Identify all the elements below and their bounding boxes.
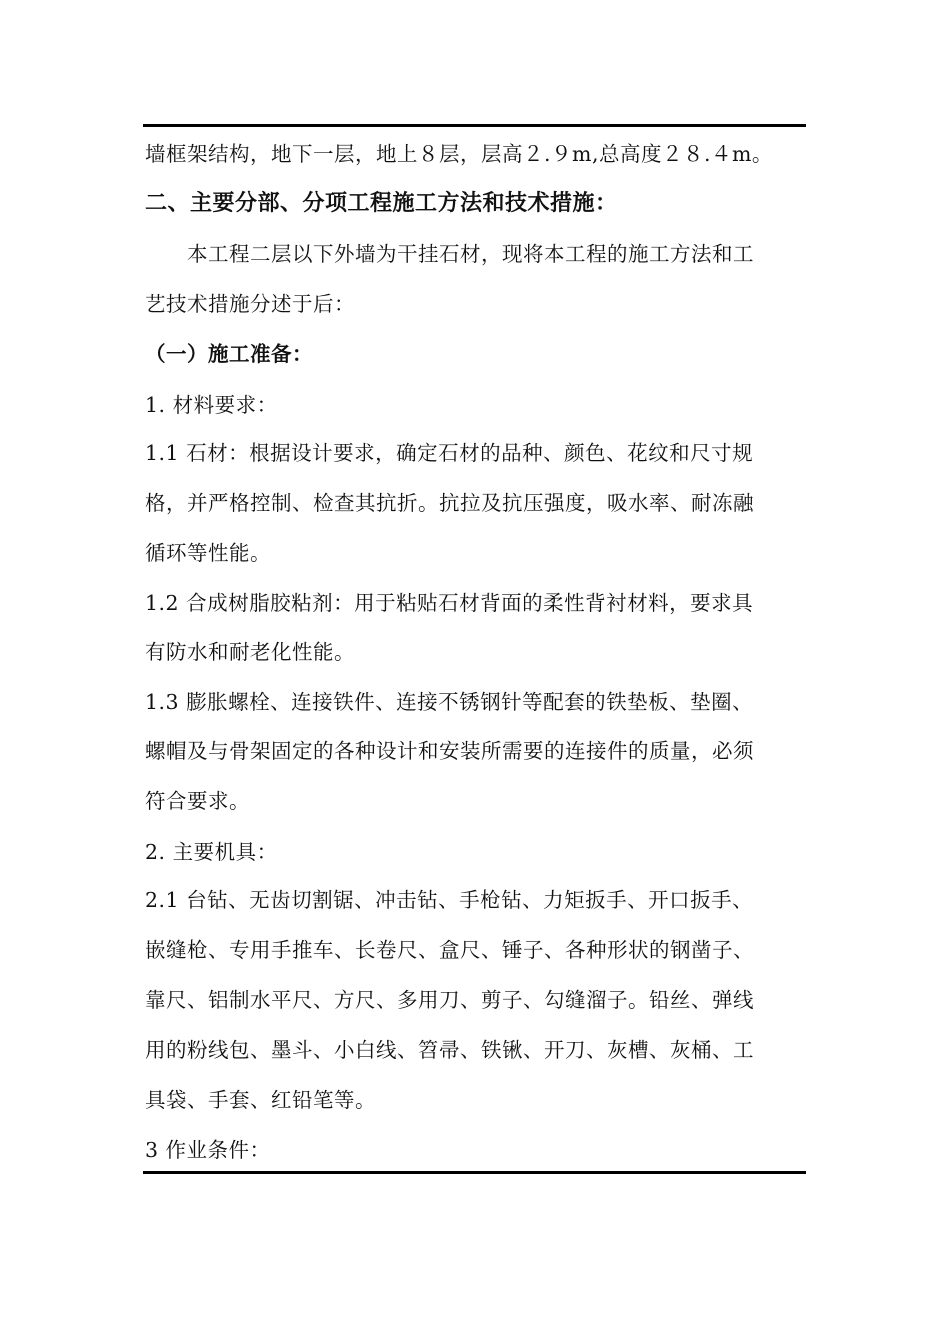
- text-line: 靠尺、铝制水平尺、方尺、多用刀、剪子、勾缝溜子。铅丝、弹线: [145, 988, 754, 1012]
- text-line: 1.1 石材：根据设计要求，确定石材的品种、颜色、花纹和尺寸规: [145, 441, 754, 465]
- subsection-heading: （一）施工准备：: [145, 342, 313, 366]
- text-line: 3 作业条件：: [145, 1138, 271, 1162]
- top-rule: [143, 124, 806, 127]
- text-line: 格，并严格控制、检查其抗折。抗拉及抗压强度，吸水率、耐冻融: [145, 491, 754, 515]
- bottom-rule: [143, 1171, 806, 1174]
- text-line: 墙框架结构，地下一层，地上８层，层高２.９m,总高度２８.４m。: [145, 142, 773, 166]
- text-line: 2.1 台钻、无齿切割锯、冲击钻、手枪钻、力矩扳手、开口扳手、: [145, 888, 754, 912]
- text-line: 具袋、手套、红铅笔等。: [145, 1088, 376, 1112]
- section-heading: 二、主要分部、分项工程施工方法和技术措施：: [145, 191, 618, 216]
- text-line: 有防水和耐老化性能。: [145, 640, 355, 664]
- text-line: 1.3 膨胀螺栓、连接铁件、连接不锈钢针等配套的铁垫板、垫圈、: [145, 690, 754, 714]
- text-line: 螺帽及与骨架固定的各种设计和安装所需要的连接件的质量，必须: [145, 739, 754, 763]
- text-line: 艺技术措施分述于后：: [145, 292, 355, 316]
- text-line: 本工程二层以下外墙为干挂石材，现将本工程的施工方法和工: [187, 242, 754, 266]
- text-line: 符合要求。: [145, 789, 250, 813]
- text-line: 循环等性能。: [145, 541, 271, 565]
- text-line: 用的粉线包、墨斗、小白线、笤帚、铁锹、开刀、灰槽、灰桶、工: [145, 1038, 754, 1062]
- text-line: 2. 主要机具：: [145, 840, 278, 864]
- text-line: 1.2 合成树脂胶粘剂：用于粘贴石材背面的柔性背衬材料，要求具: [145, 591, 754, 615]
- text-line: 1. 材料要求：: [145, 393, 278, 417]
- text-line: 嵌缝枪、专用手推车、长卷尺、盒尺、锤子、各种形状的钢凿子、: [145, 938, 754, 962]
